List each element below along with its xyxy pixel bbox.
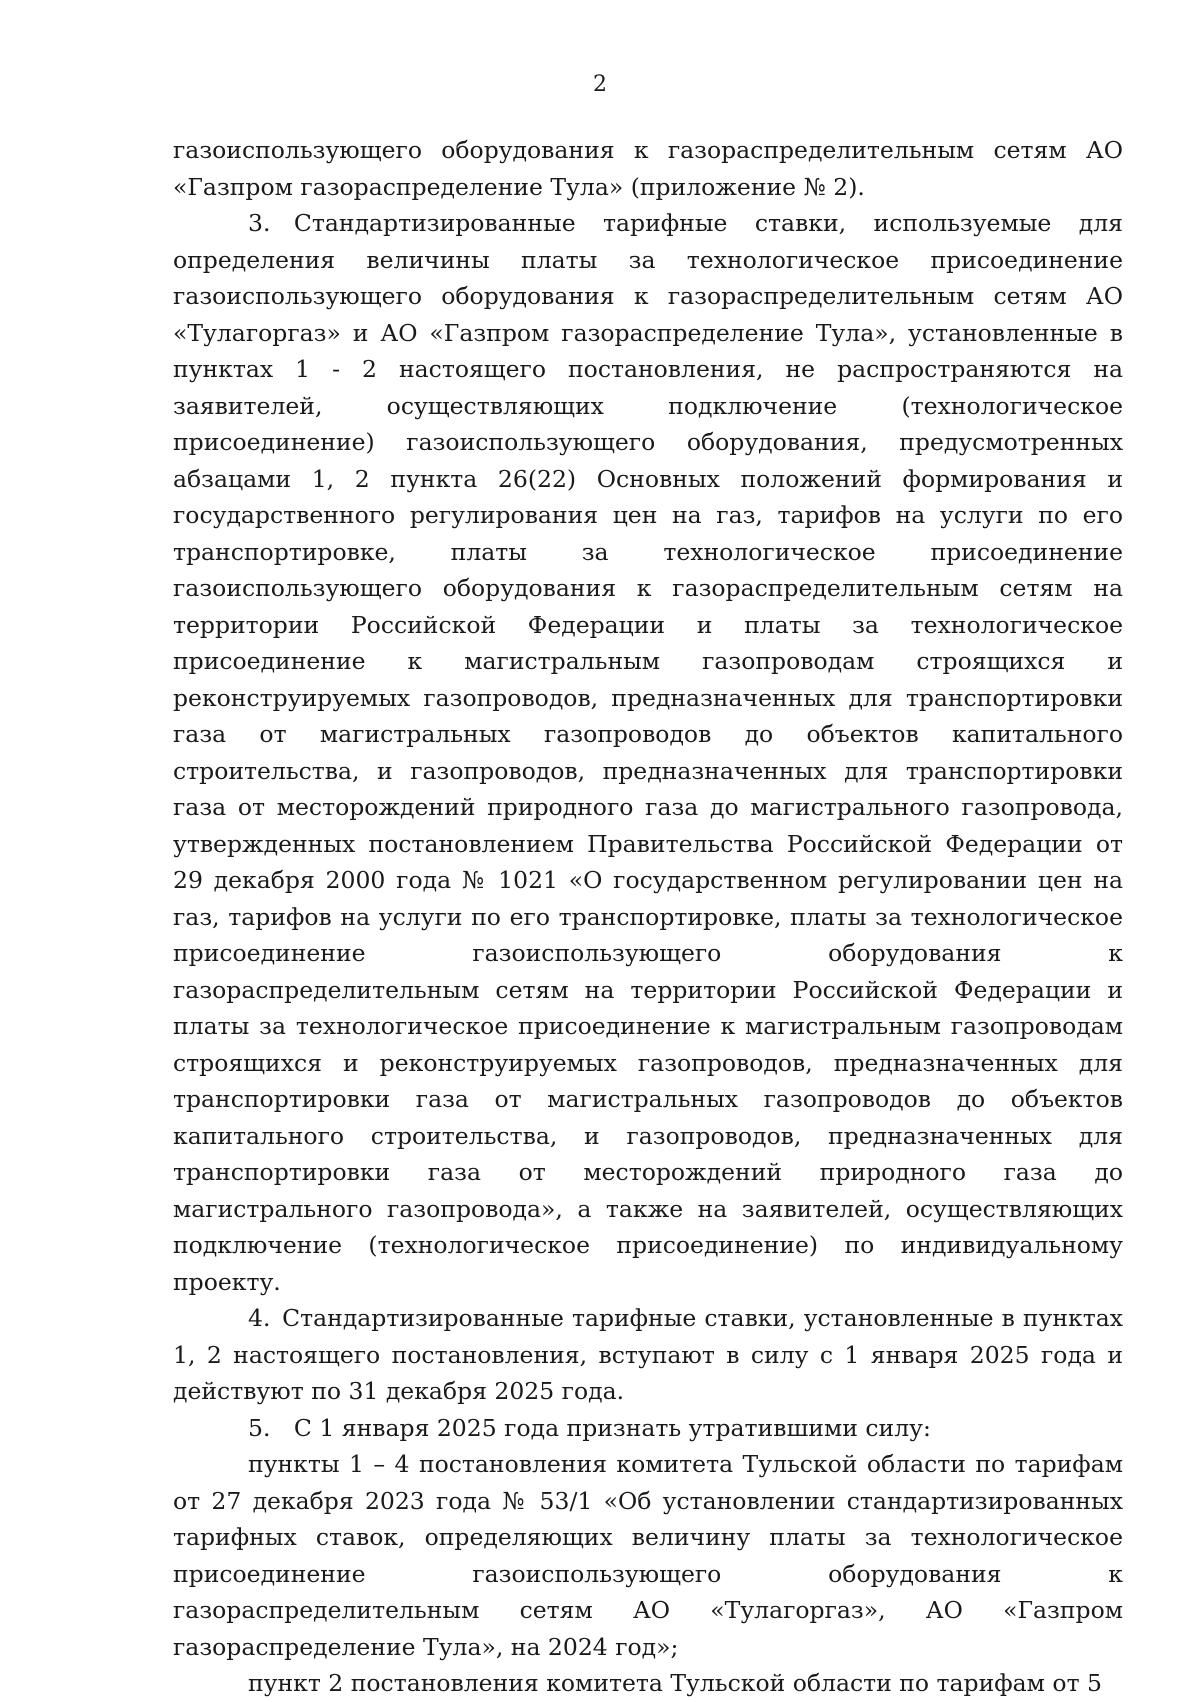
paragraph-item-5: 5. С 1 января 2025 года признать утратившими силу: <box>248 1413 931 1442</box>
paragraph-continuation: газоиспользующего оборудования к газораспределительным сетям АО «Газпром газораспределение Тула» (приложение № 2). <box>173 136 1123 201</box>
document-body <box>173 132 1123 1702</box>
paragraph-item-5-sub-2: пункт 2 постановления комитета Тульской области по тарифам от 5 <box>248 1669 1102 1697</box>
page-number: 2 <box>593 72 607 97</box>
paragraph-item-5-sub-1: пункты 1 – 4 постановления комитета Тульской области по тарифам от 27 декабря 2023 года № 53/1 «Об установлении стандартизированных тарифных ставок, определяющих величину платы за технологическое присоединение газоиспользующего оборудования к газораспределительным сетям АО «Тулагоргаз», АО «Газпром газораспределение Тула», на 2024 год»; <box>173 1450 1123 1661</box>
paragraph-item-3: 3. Стандартизированные тарифные ставки, используемые для определения величины платы за технологическое присоединение газоиспользующего оборудования к газораспределительным сетям АО «Тулагоргаз» и АО «Газпром газораспределение Тула», установленные в пунктах 1 - 2 настоящего постановления, не распространяются на заявителей, осуществляющих подключение (технологическое присоединение) газоиспользующего оборудования, предусмотренных абзацами 1, 2 пункта 26(22) Основных положений формирования и государственного регулирования цен на газ, тарифов на услуги по его транспортировке, платы за технологическое присоединение газоиспользующего оборудования к газораспределительным сетям на территории Российской Федерации и платы за технологическое присоединение к магистральным газопроводам строящихся и реконструируемых газопроводов, предназначенных для транспортировки газа от магистральных газопроводов до объектов капитального строительства, и газопроводов, предназначенных для транспортировки газа от месторождений природного газа до магистрального газопровода, утвержденных постановлением Правительства Российской Федерации от 29 декабря 2000 года № 1021 «О государственном регулировании цен на газ, тарифов на услуги по его транспортировке, платы за технологическое присоединение газоиспользующего оборудования к газораспределительным сетям на территории Российской Федерации и платы за технологическое присоединение к магистральным газопроводам строящихся и реконструируемых газопроводов, предназначенных для транспортировки газа от магистральных газопроводов до объектов капитального строительства, и газопроводов, предназначенных для транспортировки газа от месторождений природного газа до магистрального газопровода», а также на заявителей, осуществляющих подключение (технологическое присоединение) по индивидуальному проекту. <box>173 209 1123 1296</box>
paragraph-item-4: 4. Стандартизированные тарифные ставки, установленные в пунктах 1, 2 настоящего постановления, вступают в силу с 1 января 2025 года и действуют по 31 декабря 2025 года. <box>173 1304 1123 1405</box>
